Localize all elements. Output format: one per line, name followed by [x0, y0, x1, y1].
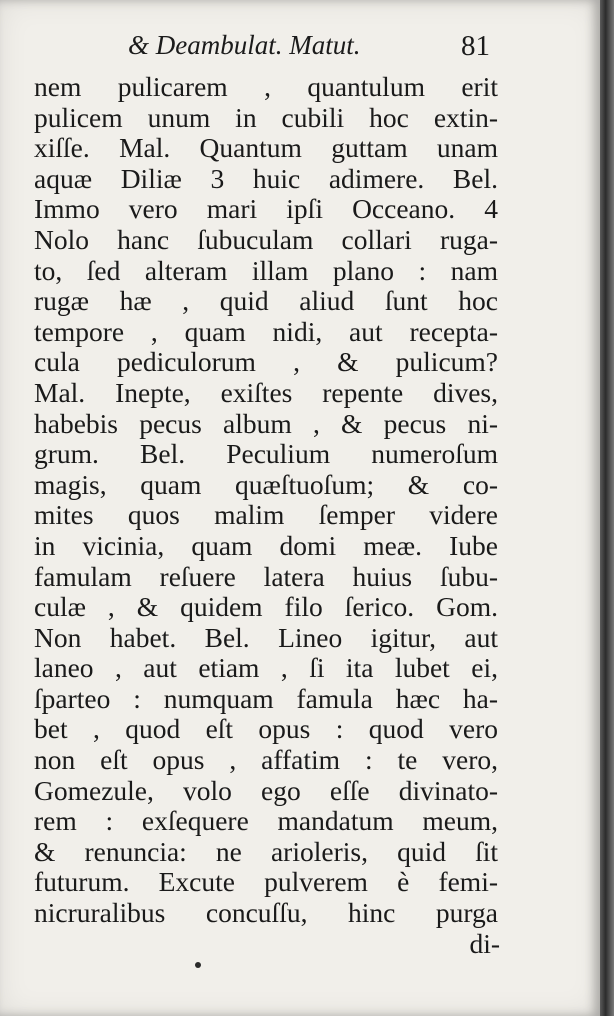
page-edge: [600, 0, 614, 1016]
text-line: futurum. Excute pulverem è femi-: [34, 866, 498, 898]
page-number: 81: [461, 30, 490, 62]
text-line: nem pulicarem , quantulum erit: [34, 71, 498, 102]
text-line: Gomezule, volo ego eſſe divinato-: [34, 774, 498, 806]
text-line: nicruralibus concuſſu, hinc purga: [34, 897, 498, 929]
text-line: non eſt opus , affatim : te vero,: [34, 744, 498, 776]
text-line: in vicinia, quam domi meæ. Iube: [34, 529, 498, 561]
text-line: mites quos malim ſemper videre: [34, 499, 498, 531]
text-line: to, ſed alteram illam plano : nam: [34, 254, 498, 286]
text-line: aquæ Diliæ 3 huic adimere. Bel.: [34, 162, 498, 194]
text-line: cula pediculorum , & pulicum?: [34, 346, 498, 378]
text-line: culæ , & quidem filo ſerico. Gom.: [34, 591, 498, 623]
body-text: [34, 72, 498, 929]
text-line: famulam reſuere latera huius ſubu-: [34, 560, 498, 592]
catchword: di-: [469, 928, 500, 959]
text-line: Non habet. Bel. Lineo igitur, aut: [34, 621, 498, 653]
text-line: bet , quod eſt opus : quod vero: [34, 713, 498, 745]
text-line: grum. Bel. Peculium numeroſum: [34, 438, 498, 470]
text-line: Nolo hanc ſubuculam collari ruga-: [34, 223, 498, 255]
text-line: xiſſe. Mal. Quantum guttam unam: [34, 132, 498, 164]
text-line: rugæ hæ , quid aliud ſunt hoc: [34, 285, 498, 317]
text-line: rem : exſequere mandatum meum,: [34, 805, 498, 837]
text-line: habebis pecus album , & pecus ni-: [34, 407, 498, 439]
text-line: & renuncia: ne arioleris, quid ſit: [34, 835, 498, 867]
text-line: Mal. Inepte, exiſtes repente dives,: [34, 376, 498, 408]
text-line: laneo , aut etiam , ſi ita lubet ei,: [34, 652, 498, 684]
running-title: & Deambulat. Matut.: [128, 30, 361, 60]
text-line: magis, quam quæſtuoſum; & co-: [34, 468, 498, 500]
text-line: tempore , quam nidi, aut recepta-: [34, 315, 498, 347]
text-line: ſparteo : numquam famula hæc ha-: [34, 682, 498, 714]
text-line: pulicem unum in cubili hoc extin-: [34, 101, 498, 133]
ink-spot: [195, 962, 201, 968]
page-header: [128, 30, 488, 70]
text-line: Immo vero mari ipſi Occeano. 4: [34, 193, 498, 225]
